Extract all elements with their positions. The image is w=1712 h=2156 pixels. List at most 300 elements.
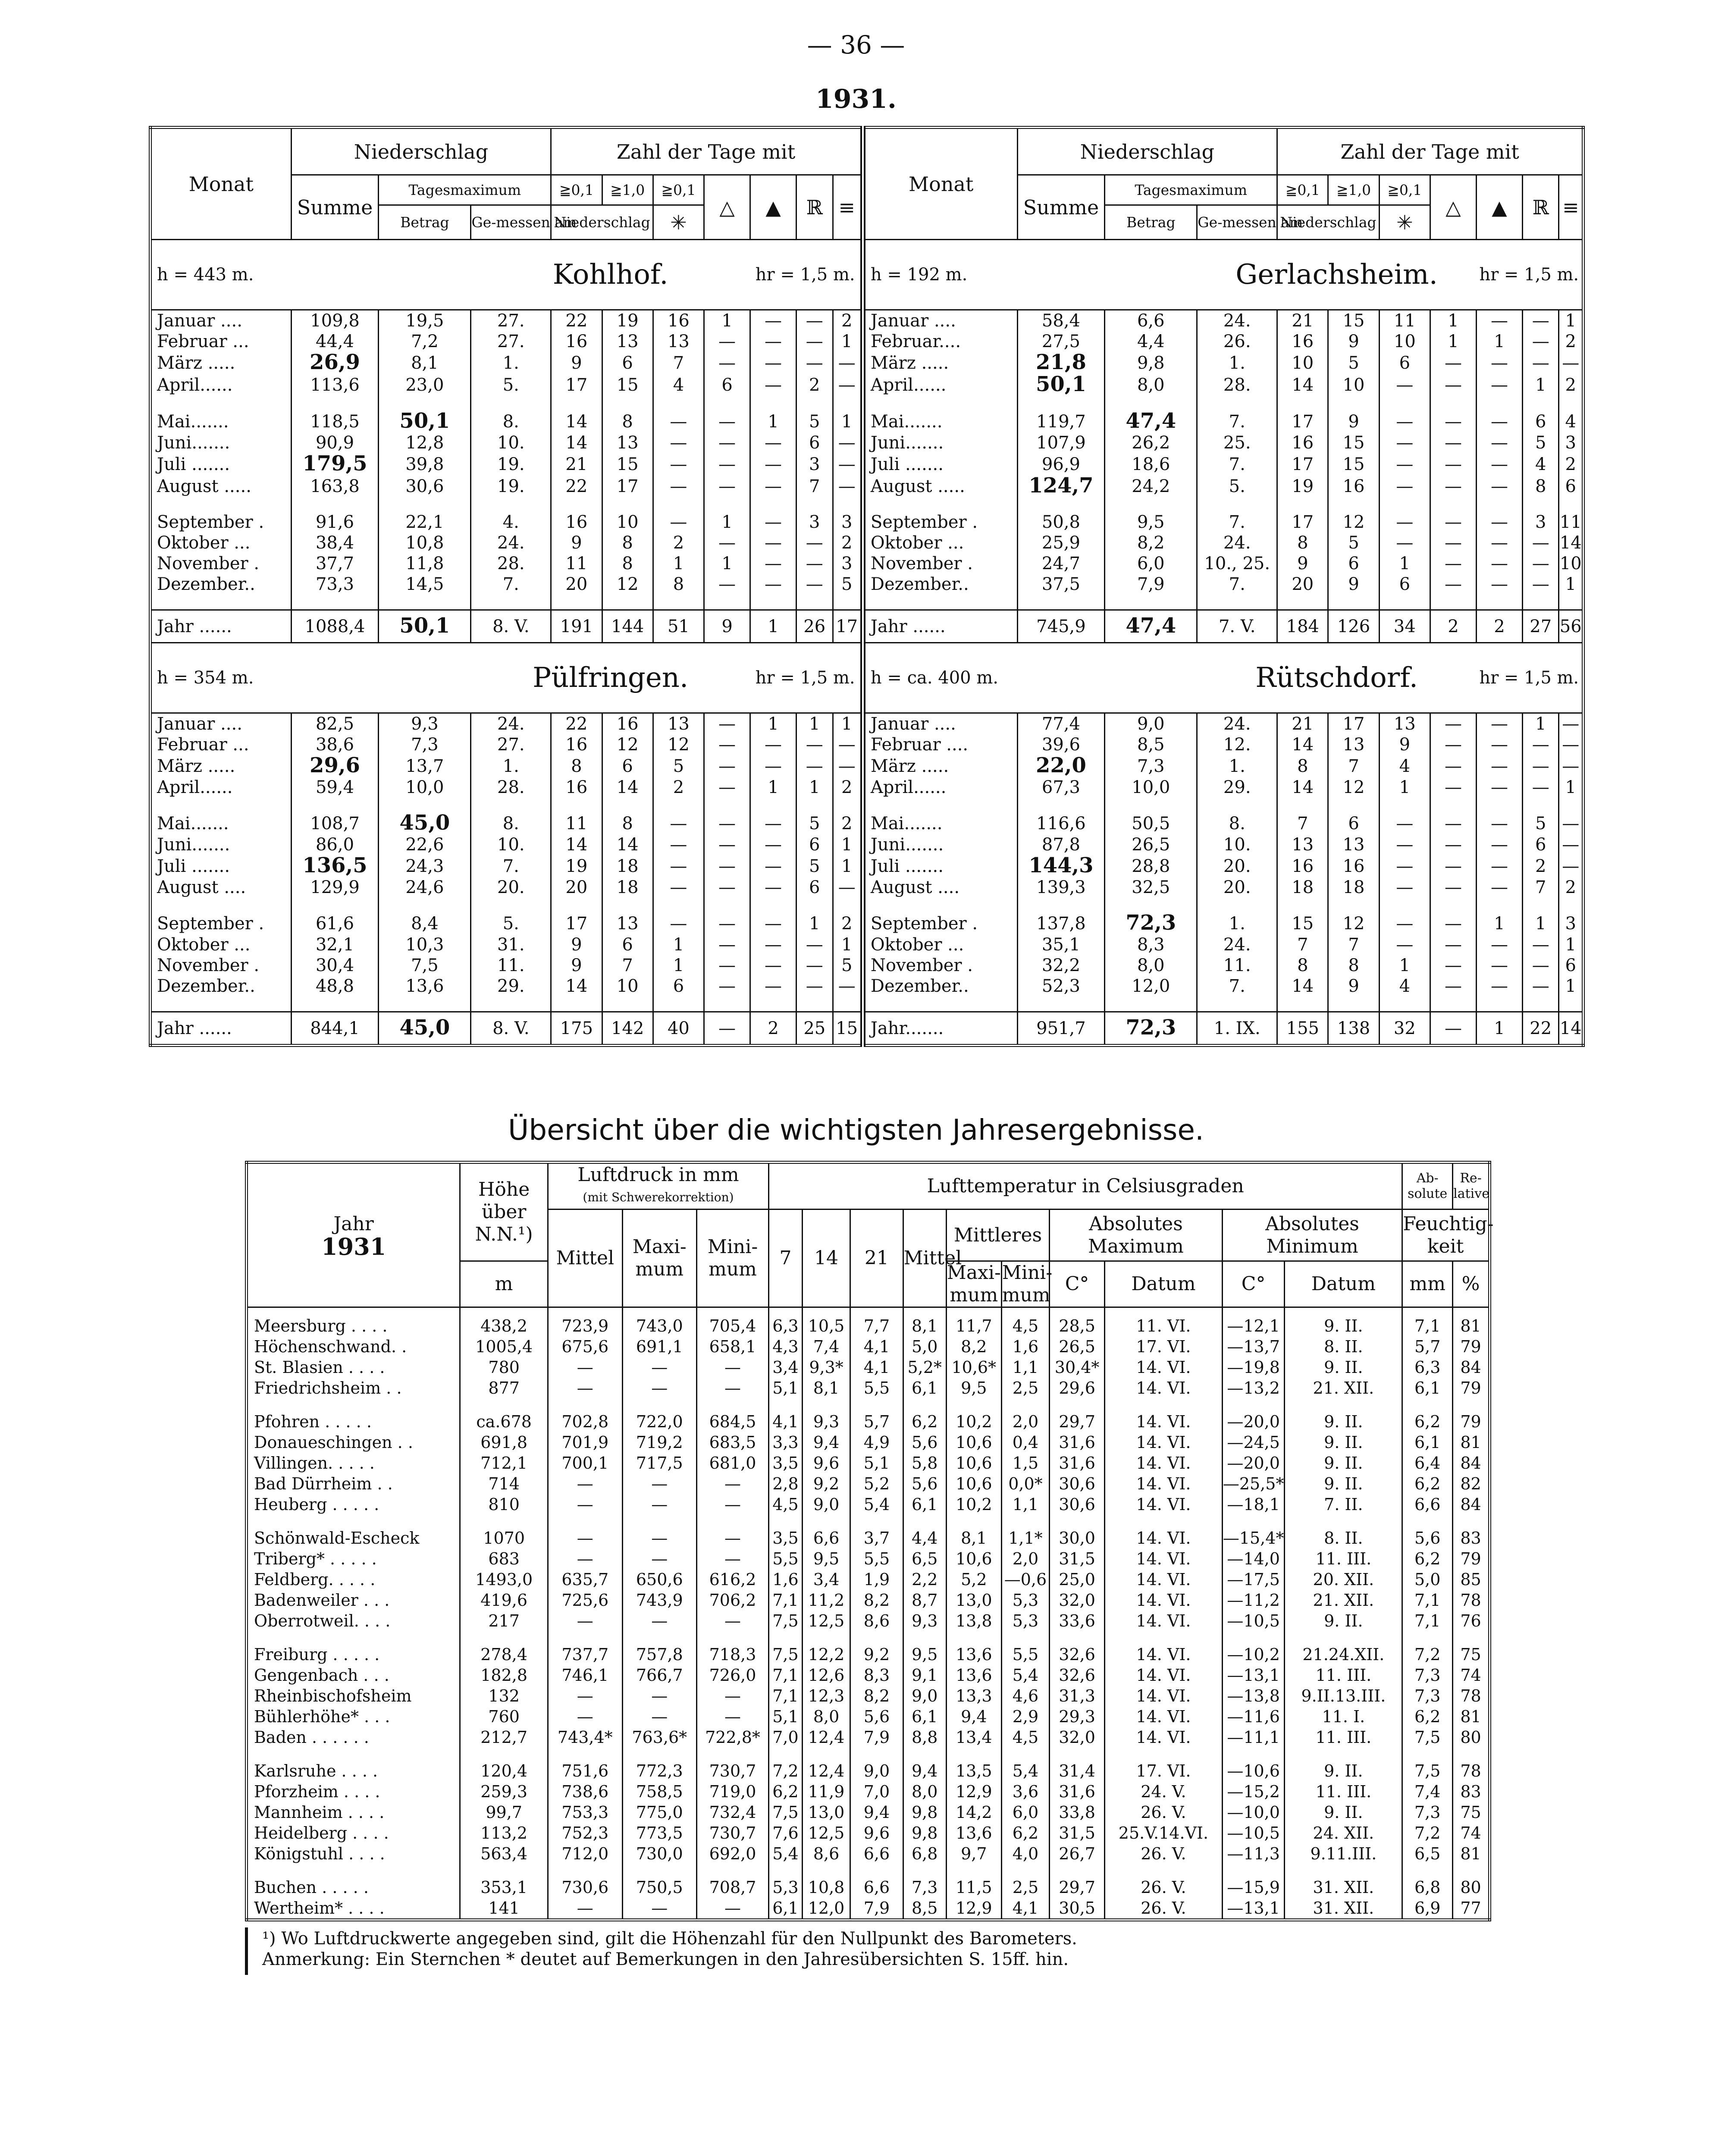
right-cell: 7.: [1197, 976, 1277, 1012]
left-year-cell: 25: [796, 1012, 833, 1046]
max-value: 45,0: [399, 1015, 450, 1040]
left-cell: 2: [796, 374, 833, 411]
right-cell: 9,0: [1105, 713, 1197, 735]
right-cell: —: [1430, 411, 1476, 432]
station-value: 683,5: [697, 1432, 769, 1453]
left-cell: Mai.......: [151, 411, 292, 432]
temp-mean-header: Mittel: [903, 1210, 946, 1307]
right-cell: 14: [1277, 777, 1328, 812]
station-value: 6,1: [1402, 1432, 1453, 1453]
absolute-header: Ab-solute: [1402, 1163, 1453, 1210]
station-name: St. Blasien . . . .: [247, 1357, 460, 1378]
left-cell: 8: [602, 533, 653, 553]
station-value: 13,6: [946, 1644, 1001, 1665]
left-cell: —: [750, 374, 796, 411]
left-cell: 23,0: [379, 374, 471, 411]
station-row: [247, 1528, 1490, 1548]
station-value: 11,9: [802, 1781, 850, 1802]
station-value: 9,4: [850, 1802, 903, 1823]
left-cell: 2: [833, 912, 863, 934]
station-value: 14. VI.: [1105, 1686, 1223, 1706]
right-cell: —: [1522, 310, 1558, 332]
hour-14-header: 14: [802, 1210, 850, 1307]
graupel-icon: ▲: [1476, 175, 1522, 240]
station-value: 9. II.: [1285, 1411, 1402, 1432]
station-value: 743,4*: [548, 1727, 623, 1761]
station-value: 7,5: [1402, 1761, 1453, 1781]
page-year: 1931.: [815, 84, 897, 114]
left-cell: 2: [833, 777, 863, 812]
left-cell: 1: [796, 713, 833, 735]
left-cell: —: [833, 755, 863, 777]
station-value: —: [697, 1494, 769, 1528]
left-year-cell: 2: [750, 1012, 796, 1046]
station-value: 1005,4: [460, 1336, 548, 1357]
year-row: [151, 610, 1583, 643]
left-cell: —: [704, 912, 750, 934]
left-cell: Dezember..: [151, 976, 292, 1012]
station-value: 4,1: [850, 1336, 903, 1357]
station-value: 718,3: [697, 1644, 769, 1665]
right-cell: 35,1: [1017, 934, 1105, 955]
right-cell: —: [1476, 553, 1522, 574]
station-value: 1,9: [850, 1569, 903, 1590]
right-cell: 15: [1277, 912, 1328, 934]
abs-max-header: Absolutes Maximum: [1050, 1210, 1223, 1261]
station-value: 7,1: [1402, 1590, 1453, 1611]
station-value: 14. VI.: [1105, 1357, 1223, 1378]
left-cell: —: [750, 352, 796, 374]
left-cell: 90,9: [291, 432, 379, 453]
station-value: 83: [1453, 1781, 1490, 1802]
station-value: 14. VI.: [1105, 1411, 1223, 1432]
month-row: [151, 734, 1583, 755]
right-cell: 4,4: [1105, 331, 1197, 352]
station-value: 7,4: [802, 1336, 850, 1357]
left-cell: 1: [833, 934, 863, 955]
right-year-cell: 155: [1277, 1012, 1328, 1046]
station-row: [247, 1453, 1490, 1473]
gauge-height: hr = 1,5 m.: [750, 643, 863, 713]
max-value: 72,3: [1126, 1015, 1176, 1040]
station-value: —: [548, 1528, 623, 1548]
altitude-header: Höhe über N.N.¹): [460, 1163, 548, 1261]
station-value: —18,1: [1222, 1494, 1285, 1528]
right-cell: 3: [1522, 512, 1558, 533]
station-name: Badenweiler . . .: [247, 1590, 460, 1611]
left-cell: 1: [833, 834, 863, 855]
right-cell: 10., 25.: [1197, 553, 1277, 574]
right-cell: 7.: [1197, 411, 1277, 432]
station-value: 14. VI.: [1105, 1494, 1223, 1528]
threshold-header: ≧0,1: [1277, 175, 1328, 205]
left-cell: —: [833, 976, 863, 1012]
station-value: 6,5: [903, 1548, 946, 1569]
right-cell: —: [1379, 475, 1430, 512]
mean-max-header: Maxi-mum: [946, 1261, 1001, 1307]
left-cell: 12,8: [379, 432, 471, 453]
right-cell: 50,8: [1017, 512, 1105, 533]
station-value: 21.24.XII.: [1285, 1644, 1402, 1665]
station-value: 14. VI.: [1105, 1569, 1223, 1590]
left-cell: —: [704, 955, 750, 976]
station-value: 2,0: [1001, 1548, 1049, 1569]
right-cell: —: [1522, 533, 1558, 553]
snow-icon: ✳: [653, 205, 704, 240]
station-value: 6,2: [1402, 1548, 1453, 1569]
left-cell: Dezember..: [151, 574, 292, 610]
station-value: 419,6: [460, 1590, 548, 1611]
station-value: 752,3: [548, 1823, 623, 1843]
station-value: 31,3: [1050, 1686, 1105, 1706]
right-cell: —: [1430, 955, 1476, 976]
left-cell: [379, 411, 471, 432]
left-cell: 11,8: [379, 553, 471, 574]
station-value: 17. VI.: [1105, 1761, 1223, 1781]
left-cell: 16: [602, 713, 653, 735]
left-cell: —: [704, 855, 750, 877]
station-value: 7,9: [850, 1898, 903, 1920]
station-value: —: [548, 1494, 623, 1528]
right-cell: Januar ....: [863, 713, 1017, 735]
left-cell: 1: [704, 310, 750, 332]
pressure-header: [548, 1163, 769, 1210]
left-cell: 14: [602, 834, 653, 855]
station-value: 81: [1453, 1706, 1490, 1727]
station-value: 10,6: [946, 1432, 1001, 1453]
station-value: 8,8: [903, 1727, 946, 1761]
station-value: 7,3: [1402, 1802, 1453, 1823]
month-row: [151, 331, 1583, 352]
station-value: —: [548, 1706, 623, 1727]
station-value: 2,2: [903, 1569, 946, 1590]
right-cell: 7,9: [1105, 574, 1197, 610]
left-cell: 19: [602, 310, 653, 332]
station-value: 9,4: [946, 1706, 1001, 1727]
station-value: 29,7: [1050, 1411, 1105, 1432]
station-value: 278,4: [460, 1644, 548, 1665]
left-cell: Mai.......: [151, 812, 292, 834]
right-cell: 1: [1522, 713, 1558, 735]
station-value: 9. II.: [1285, 1357, 1402, 1378]
snow-icon: ✳: [1379, 205, 1430, 240]
relative-header: Re-lative: [1453, 1163, 1490, 1210]
right-cell: 16: [1277, 331, 1328, 352]
right-year-cell: 32: [1379, 1012, 1430, 1046]
right-cell: —: [1476, 475, 1522, 512]
left-cell: Juli .......: [151, 855, 292, 877]
station-value: 13,5: [946, 1761, 1001, 1781]
right-cell: —: [1522, 553, 1558, 574]
left-cell: —: [704, 976, 750, 1012]
right-cell: 24.: [1197, 934, 1277, 955]
right-cell: 17: [1277, 453, 1328, 475]
max-value: 50,1: [399, 614, 450, 638]
daily-max-header: Tagesmaximum: [1105, 175, 1277, 205]
station-value: 79: [1453, 1548, 1490, 1569]
station-value: 141: [460, 1898, 548, 1920]
station-altitude: h = 192 m.: [863, 240, 1197, 310]
left-cell: —: [704, 453, 750, 475]
left-cell: 13: [653, 713, 704, 735]
station-row: [247, 1877, 1490, 1898]
station-value: 5,3: [1001, 1590, 1049, 1611]
station-value: 5,5: [850, 1548, 903, 1569]
right-year-cell: 7. V.: [1197, 610, 1277, 643]
left-cell: 21: [551, 453, 602, 475]
left-cell: —: [750, 855, 796, 877]
left-cell: —: [704, 475, 750, 512]
left-cell: 109,8: [291, 310, 379, 332]
left-cell: 6: [796, 432, 833, 453]
right-cell: —: [1559, 352, 1583, 374]
left-cell: 8: [602, 812, 653, 834]
station-row: [247, 1590, 1490, 1611]
right-cell: 29.: [1197, 777, 1277, 812]
station-value: 719,0: [697, 1781, 769, 1802]
unit-mm: mm: [1402, 1261, 1453, 1307]
station-name: Meersburg . . . .: [247, 1307, 460, 1337]
right-cell: 8,0: [1105, 955, 1197, 976]
threshold-header: ≧0,1: [653, 175, 704, 205]
left-cell: 2: [653, 777, 704, 812]
right-year-cell: 2: [1476, 610, 1522, 643]
station-value: 6,1: [903, 1378, 946, 1411]
station-value: 701,9: [548, 1432, 623, 1453]
station-value: 683: [460, 1548, 548, 1569]
right-year-cell: 14: [1559, 1012, 1583, 1046]
station-value: 5,5: [1001, 1644, 1049, 1665]
left-cell: 10,3: [379, 934, 471, 955]
right-cell: —: [1430, 713, 1476, 735]
station-value: 730,6: [548, 1877, 623, 1898]
station-value: 6,0: [1001, 1802, 1049, 1823]
right-cell: —: [1379, 877, 1430, 912]
station-value: 5,5: [768, 1548, 802, 1569]
station-name: Gerlachsheim.: [1197, 240, 1477, 310]
station-value: 763,6*: [622, 1727, 697, 1761]
station-value: 9. II.: [1285, 1307, 1402, 1337]
station-value: 31. XII.: [1285, 1877, 1402, 1898]
left-cell: 24,3: [379, 855, 471, 877]
right-cell: —: [1522, 934, 1558, 955]
right-cell: —: [1476, 453, 1522, 475]
left-cell: —: [833, 475, 863, 512]
right-cell: 12: [1328, 912, 1379, 934]
right-cell: —: [1430, 777, 1476, 812]
right-cell: 5.: [1197, 475, 1277, 512]
station-value: 5,1: [850, 1453, 903, 1473]
right-cell: Februar ....: [863, 734, 1017, 755]
amount-header: Betrag: [1105, 205, 1197, 240]
left-cell: 38,6: [291, 734, 379, 755]
fog-icon: ≡: [1559, 175, 1583, 240]
month-row: [151, 553, 1583, 574]
left-cell: April......: [151, 777, 292, 812]
graupel-icon: ▲: [750, 175, 796, 240]
station-value: —: [548, 1611, 623, 1644]
station-value: 7,5: [1402, 1727, 1453, 1761]
right-cell: 19: [1277, 475, 1328, 512]
max-value: 22,0: [1035, 753, 1086, 777]
station-value: —25,5*: [1223, 1474, 1284, 1493]
right-cell: 13: [1277, 834, 1328, 855]
station-value: 9. II.: [1285, 1473, 1402, 1494]
left-cell: 20: [551, 574, 602, 610]
station-value: 11. III.: [1285, 1548, 1402, 1569]
station-value: 10,2: [946, 1411, 1001, 1432]
left-cell: —: [750, 834, 796, 855]
left-cell: —: [750, 475, 796, 512]
right-cell: Dezember..: [863, 574, 1017, 610]
right-cell: 67,3: [1017, 777, 1105, 812]
left-cell: 6: [602, 755, 653, 777]
right-cell: —: [1522, 955, 1558, 976]
left-cell: —: [796, 553, 833, 574]
month-row: [151, 713, 1583, 735]
mean-min-header: Mini-mum: [1001, 1261, 1049, 1307]
station-value: 13,3: [946, 1686, 1001, 1706]
right-year-cell: 951,7: [1017, 1012, 1105, 1046]
right-cell: [1017, 374, 1105, 411]
station-value: —: [622, 1494, 697, 1528]
left-cell: 7,5: [379, 955, 471, 976]
station-value: 760: [460, 1706, 548, 1727]
month-row: [151, 374, 1583, 411]
station-value: 26. V.: [1105, 1802, 1223, 1823]
left-cell: 10,8: [379, 533, 471, 553]
station-value: 21. XII.: [1285, 1590, 1402, 1611]
right-cell: 87,8: [1017, 834, 1105, 855]
right-cell: Januar ....: [863, 310, 1017, 332]
left-cell: Februar ...: [151, 331, 292, 352]
station-value: 9,1: [903, 1665, 946, 1686]
left-cell: März .....: [151, 755, 292, 777]
right-cell: 1.: [1197, 755, 1277, 777]
station-value: 738,6: [548, 1781, 623, 1802]
right-cell: 24.: [1197, 533, 1277, 553]
right-cell: —: [1379, 411, 1430, 432]
station-value: 6,1: [768, 1898, 802, 1920]
right-cell: —: [1379, 512, 1430, 533]
right-cell: 6: [1328, 553, 1379, 574]
station-value: 5,0: [1402, 1569, 1453, 1590]
station-value: 26. V.: [1105, 1843, 1223, 1877]
left-cell: 28.: [471, 777, 551, 812]
pressure-title: Luftdruck in mm: [577, 1164, 739, 1186]
station-altitude: h = ca. 400 m.: [863, 643, 1197, 713]
left-cell: —: [653, 453, 704, 475]
station-value: 29,3: [1050, 1706, 1105, 1727]
station-name: Gengenbach . . .: [247, 1665, 460, 1686]
left-year-cell: [379, 1012, 471, 1046]
left-cell: 1: [653, 553, 704, 574]
left-year-cell: 26: [796, 610, 833, 643]
station-value: 0,0*: [1001, 1473, 1049, 1494]
threshold-header: ≧0,1: [1379, 175, 1430, 205]
left-cell: —: [704, 533, 750, 553]
left-cell: —: [750, 912, 796, 934]
left-cell: [291, 755, 379, 777]
left-cell: —: [704, 812, 750, 834]
right-cell: 8: [1328, 955, 1379, 976]
station-name: Friedrichsheim . .: [247, 1378, 460, 1411]
station-value: 2,8: [768, 1473, 802, 1494]
station-value: 5,1: [768, 1378, 802, 1411]
station-value: 3,4: [768, 1357, 802, 1378]
right-cell: 11.: [1197, 955, 1277, 976]
right-year-cell: 184: [1277, 610, 1328, 643]
station-value: 9,6: [850, 1823, 903, 1843]
left-cell: 24.: [471, 713, 551, 735]
left-cell: —: [750, 432, 796, 453]
left-cell: [291, 352, 379, 374]
station-value: 757,8: [622, 1644, 697, 1665]
right-cell: 11: [1559, 512, 1583, 533]
station-row: [247, 1494, 1490, 1528]
right-year-cell: 1: [1476, 1012, 1522, 1046]
station-value: 9,2: [802, 1473, 850, 1494]
right-year-cell: [1105, 1012, 1197, 1046]
station-row: [247, 1307, 1490, 1337]
gauge-height: hr = 1,5 m.: [1476, 240, 1583, 310]
left-cell: 9,3: [379, 713, 471, 735]
right-cell: 8,0: [1105, 374, 1197, 411]
station-value: 684,5: [697, 1411, 769, 1432]
max-value: 50,1: [399, 409, 450, 433]
station-value: 75: [1453, 1802, 1490, 1823]
station-value: —: [548, 1357, 623, 1378]
station-value: 31,6: [1050, 1432, 1105, 1453]
right-cell: 18: [1328, 877, 1379, 912]
station-name: Königstuhl . . . .: [247, 1843, 460, 1877]
left-cell: —: [704, 331, 750, 352]
station-value: 758,5: [622, 1781, 697, 1802]
station-value: 12,3: [802, 1686, 850, 1706]
station-value: 212,7: [460, 1727, 548, 1761]
station-name: Höchenschwand. .: [247, 1336, 460, 1357]
station-value: 4,4: [903, 1528, 946, 1548]
footnote-rule: [245, 1927, 248, 1975]
left-cell: —: [750, 934, 796, 955]
right-cell: 6: [1559, 955, 1583, 976]
station-value: —10,5: [1222, 1823, 1285, 1843]
left-cell: —: [704, 934, 750, 955]
precip-small-header: Niederschlag: [551, 205, 653, 240]
right-cell: 27,5: [1017, 331, 1105, 352]
left-cell: 17: [602, 475, 653, 512]
right-cell: —: [1522, 352, 1558, 374]
month-row: [151, 976, 1583, 1012]
station-value: 7,2: [1402, 1644, 1453, 1665]
right-cell: 1: [1430, 310, 1476, 332]
station-value: 691,8: [460, 1432, 548, 1453]
left-cell: August ....: [151, 877, 292, 912]
left-cell: 6: [602, 934, 653, 955]
month-row: [151, 310, 1583, 332]
right-cell: —: [1379, 912, 1430, 934]
left-cell: —: [704, 713, 750, 735]
station-value: 7,1: [768, 1686, 802, 1706]
station-value: 1493,0: [460, 1569, 548, 1590]
left-cell: 7,2: [379, 331, 471, 352]
left-cell: 31.: [471, 934, 551, 955]
station-name: Donaueschingen . .: [247, 1432, 460, 1453]
left-cell: 108,7: [291, 812, 379, 834]
page-number: — 36 —: [807, 30, 905, 60]
right-cell: 10: [1328, 374, 1379, 411]
station-value: 132: [460, 1686, 548, 1706]
